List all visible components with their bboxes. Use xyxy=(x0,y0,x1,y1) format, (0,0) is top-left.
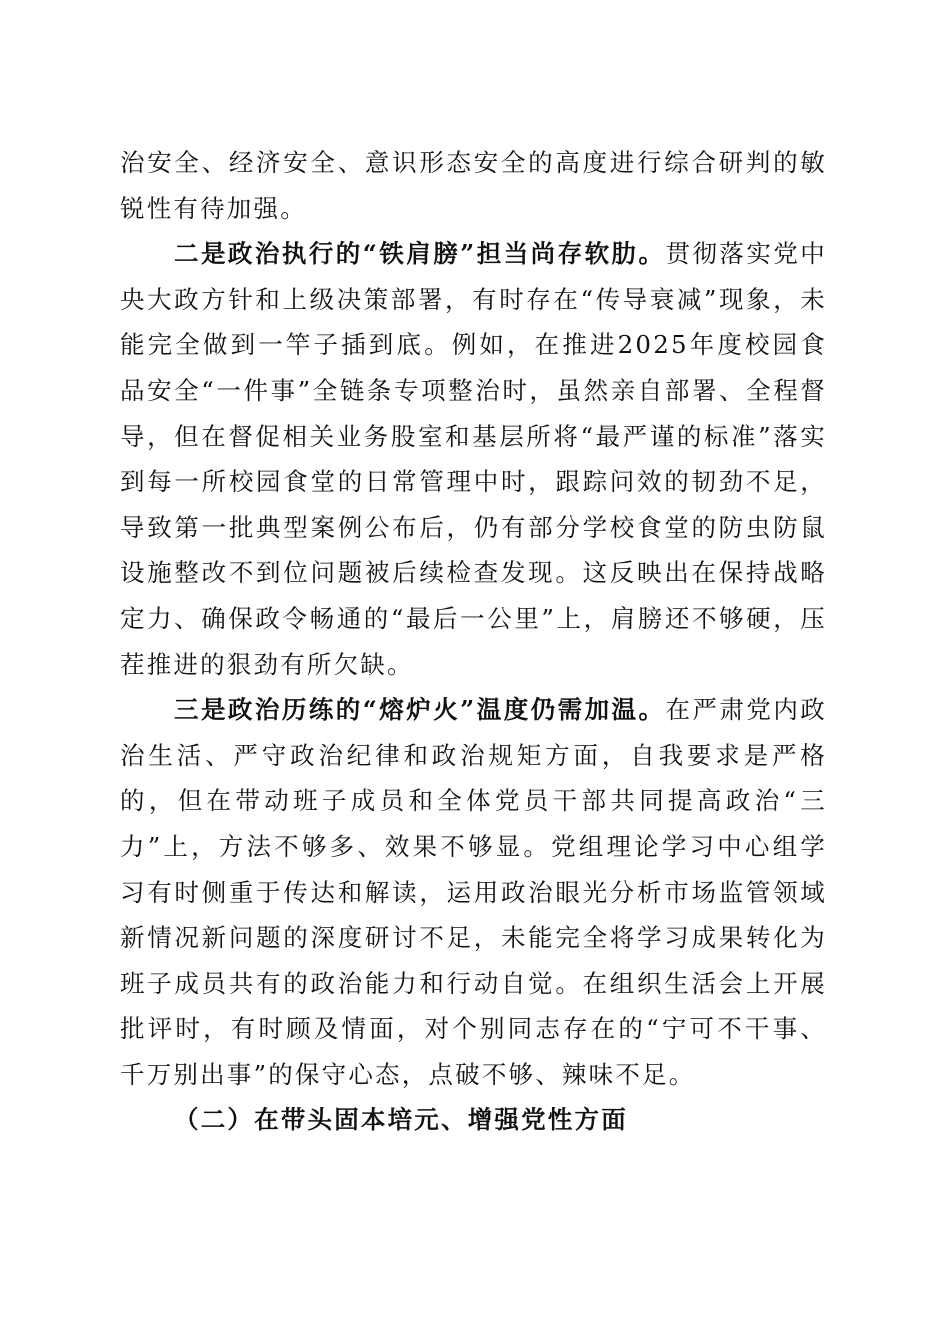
document-body xyxy=(120,140,827,1143)
paragraph-point-two xyxy=(120,231,827,687)
paragraph-lead: 二是政治执行的“铁肩膀”担当尚存软肋。 xyxy=(174,239,666,269)
paragraph-text: 贯彻落实党中央大政方针和上级决策部署，有时存在“传导衰减”现象，未能完全做到一竿子插到底。例如，在推进2025年度校园食品安全“一件事”全链条专项整治时，虽然亲自部署、全程督导，但在督促相关业务股室和基层所将“最严谨的标准”落实到每一所校园食堂的日常管理中时，跟踪问效的韧劲不足，导致第一批典型案例公布后，仍有部分学校食堂的防虫防鼠设施整改不到位问题被后续检查发现。这反映出在保持战略定力、确保政令畅通的“最后一公里”上，肩膀还不够硬，压茬推进的狠劲有所欠缺。 xyxy=(120,239,827,679)
paragraph-lead: 三是政治历练的“熔炉火”温度仍需加温。 xyxy=(174,695,666,725)
paragraph-text: 治安全、经济安全、意识形态安全的高度进行综合研判的敏锐性有待加强。 xyxy=(120,148,827,223)
paragraph-text: 在严肃党内政治生活、严守政治纪律和政治规矩方面，自我要求是严格的，但在带动班子成员和全体党员干部共同提高政治“三力”上，方法不够多、效果不够显。党组理论学习中心组学习有时侧重于传达和解读，运用政治眼光分析市场监管领域新情况新问题的深度研讨不足，未能完全将学习成果转化为班子成员共有的政治能力和行动自觉。在组织生活会上开展批评时，有时顾及情面，对个别同志存在的“宁可不干事、千万别出事”的保守心态，点破不够、辣味不足。 xyxy=(120,695,827,1089)
paragraph-continuation xyxy=(120,140,827,231)
section-heading: （二）在带头固本培元、增强党性方面 xyxy=(174,1105,628,1135)
paragraph-point-three xyxy=(120,687,827,1097)
